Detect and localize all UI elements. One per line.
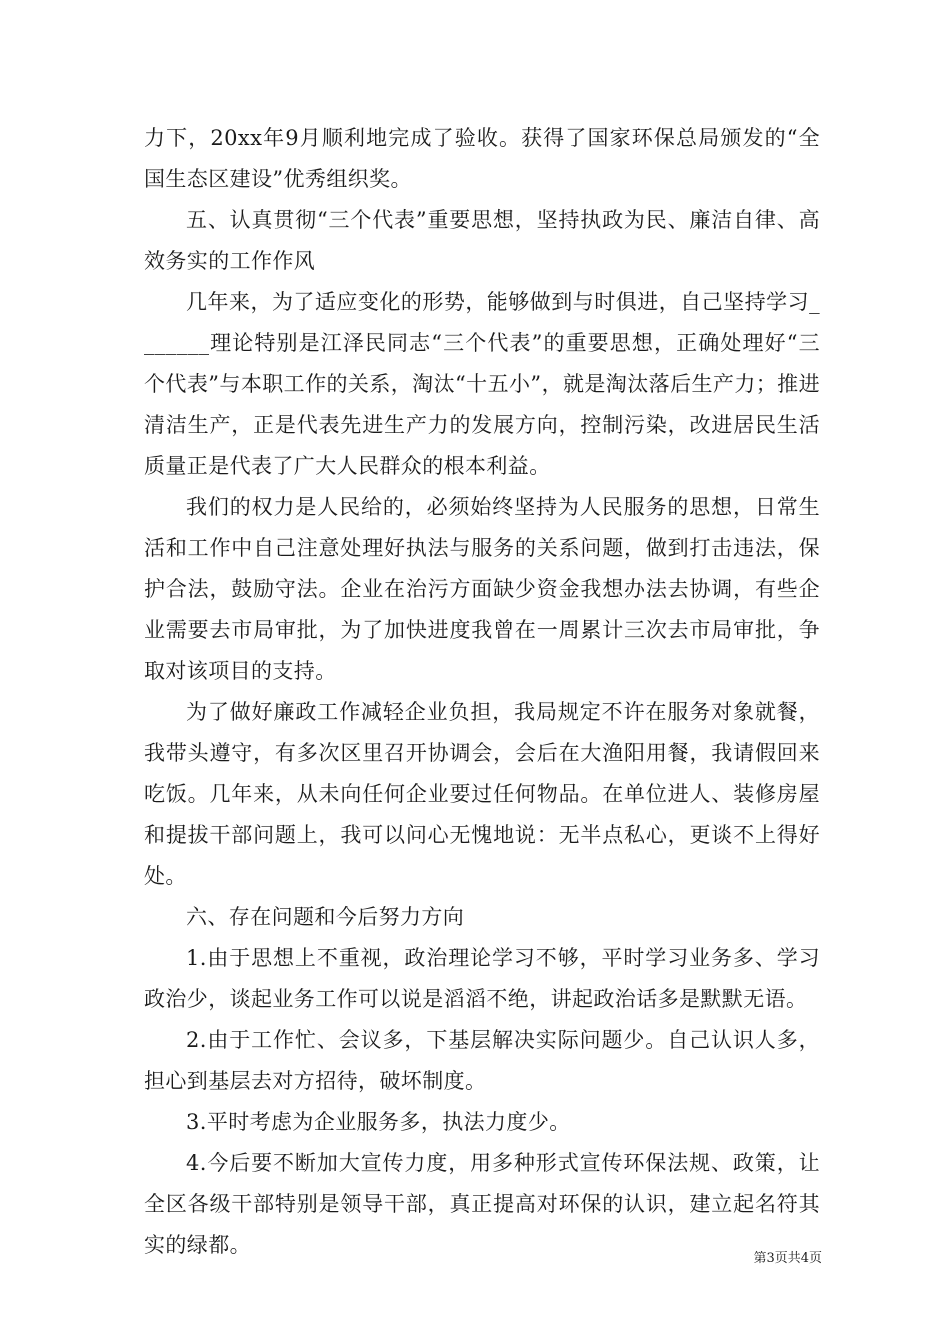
list-item-1: 1.由于思想上不重视，政治理论学习不够，平时学习业务多、学习政治少，谈起业务工作可以说是滔滔不绝，讲起政治话多是默默无语。: [144, 946, 820, 1011]
document-body: [144, 118, 820, 1266]
section-heading-five: 五、认真贯彻“三个代表”重要思想，坚持执政为民、廉洁自律、高效务实的工作作风: [144, 208, 820, 273]
list-item-4: 4.今后要不断加大宣传力度，用多种形式宣传环保法规、政策，让全区各级干部特别是领导干部，真正提高对环保的认识，建立起名符其实的绿都。: [144, 1151, 820, 1257]
page-number-footer: 第3页共4页: [753, 1251, 822, 1266]
paragraph-integrity: 为了做好廉政工作减轻企业负担，我局规定不许在服务对象就餐，我带头遵守，有多次区里召开协调会，会后在大渔阳用餐，我请假回来吃饭。几年来，从未向任何企业要过任何物品。在单位进人、装修房屋和提拔干部问题上，我可以问心无愧地说：无半点私心，更谈不上得好处。: [144, 700, 820, 888]
paragraph-continuation: 力下，20xx年9月顺利地完成了验收。获得了国家环保总局颁发的“全国生态区建设”优秀组织奖。: [144, 126, 820, 191]
section-heading-six: 六、存在问题和今后努力方向: [186, 905, 465, 929]
list-item-3: 3.平时考虑为企业服务多，执法力度少。: [186, 1110, 571, 1134]
paragraph-theory-study: 几年来，为了适应变化的形势，能够做到与时俱进，自己坚持学习_______理论特别是江泽民同志“三个代表”的重要思想，正确处理好“三个代表”与本职工作的关系，淘汰“十五小”，就是淘汰落后生产力；推进清洁生产，正是代表先进生产力的发展方向，控制污染，改进居民生活质量正是代表了广大人民群众的根本利益。: [144, 290, 820, 478]
paragraph-serve-people: 我们的权力是人民给的，必须始终坚持为人民服务的思想，日常生活和工作中自己注意处理好执法与服务的关系问题，做到打击违法，保护合法，鼓励守法。企业在治污方面缺少资金我想办法去协调，有些企业需要去市局审批，为了加快进度我曾在一周累计三次去市局审批，争取对该项目的支持。: [144, 495, 820, 683]
list-item-2: 2.由于工作忙、会议多，下基层解决实际问题少。自己认识人多，担心到基层去对方招待，破坏制度。: [144, 1028, 820, 1093]
